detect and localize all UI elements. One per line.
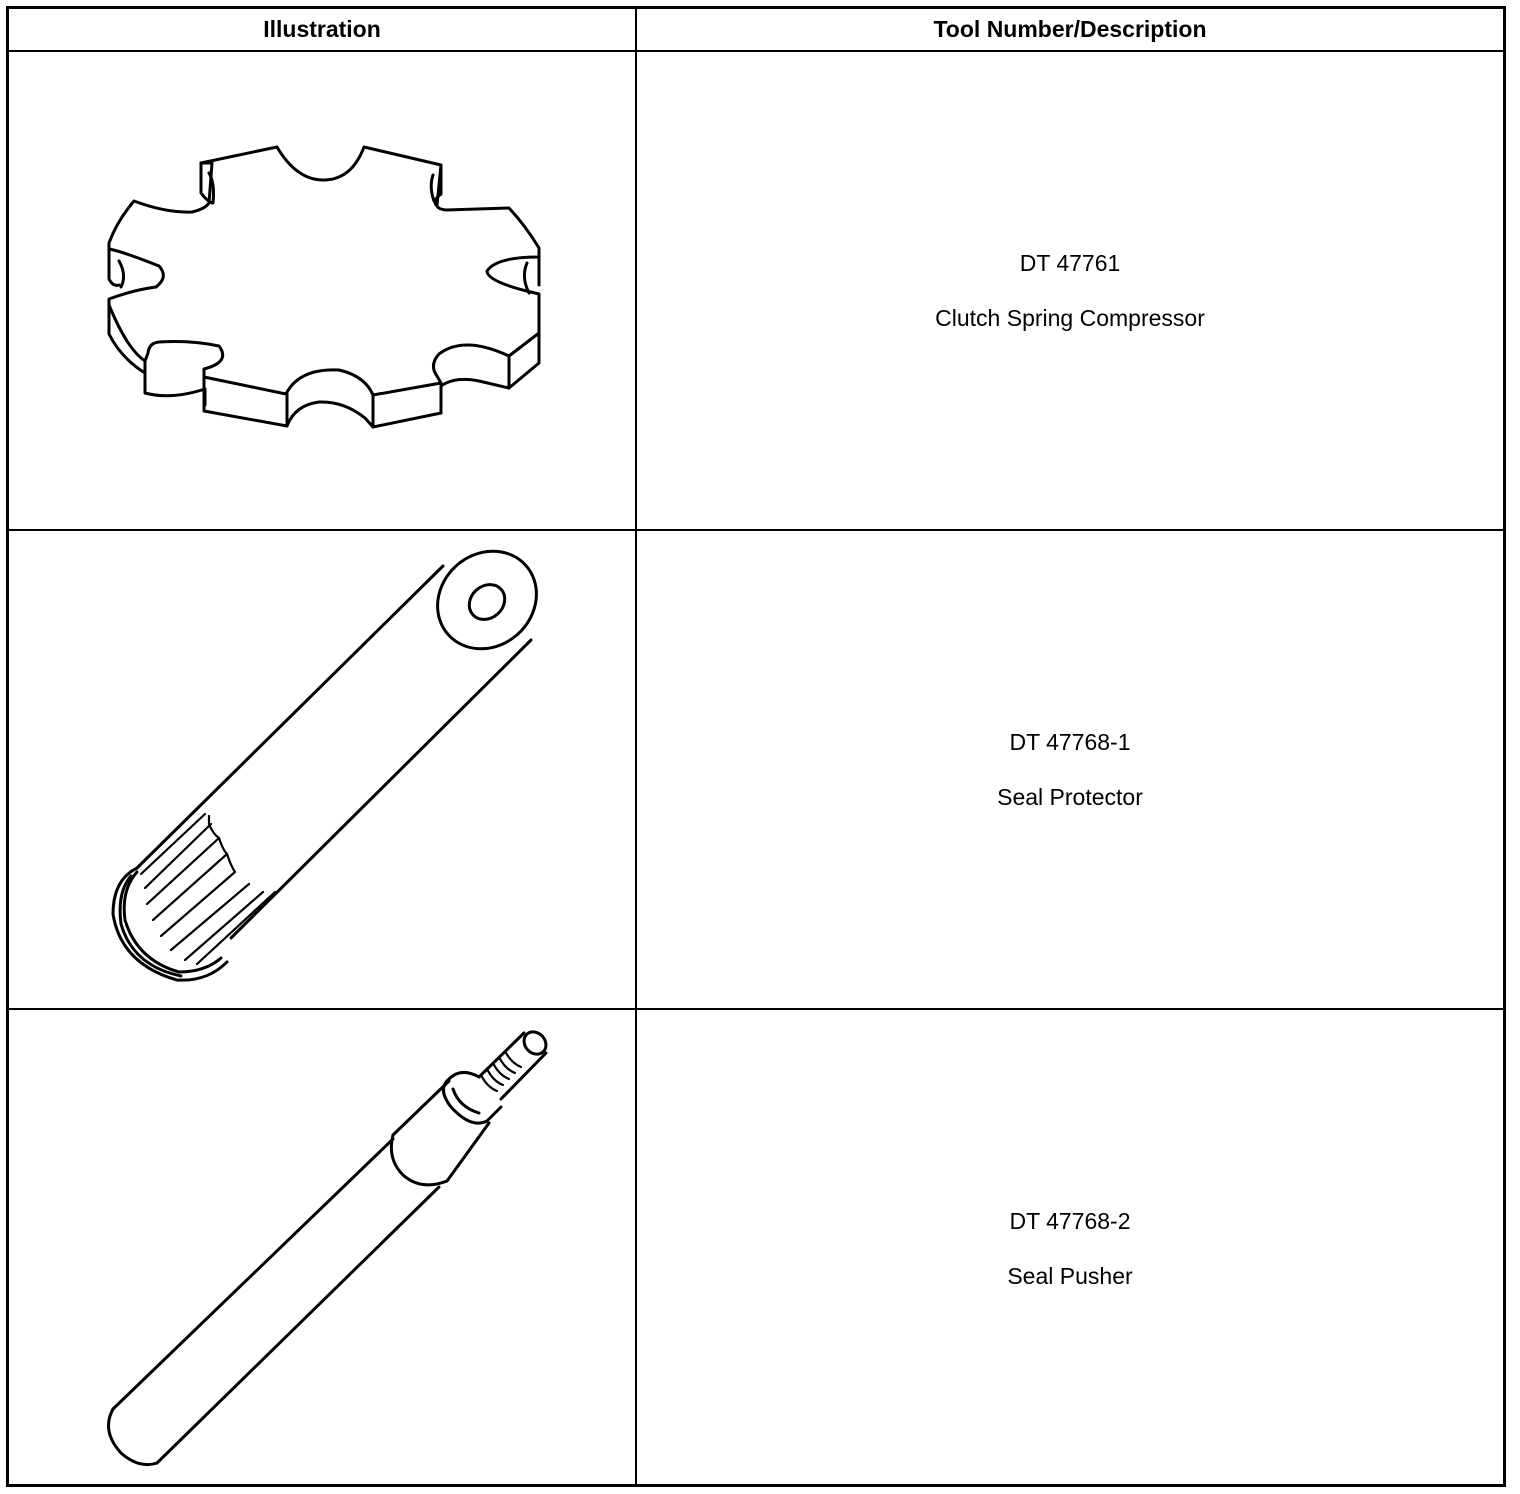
tool-name: Seal Pusher <box>1007 1263 1133 1289</box>
description-column-header: Tool Number/Description <box>636 9 1503 51</box>
tool-number: DT 47768-1 <box>1009 729 1131 755</box>
table-row <box>9 1009 1503 1487</box>
illustration-cell <box>9 1009 636 1487</box>
tool-description-cell <box>636 1009 1503 1487</box>
table-header-row <box>9 9 1503 51</box>
tool-description-cell <box>636 530 1503 1009</box>
clutch-spring-compressor-icon <box>9 53 634 528</box>
illustration-cell <box>9 51 636 530</box>
tool-description-cell <box>636 51 1503 530</box>
tool-number: DT 47761 <box>1019 250 1121 276</box>
special-tools-table <box>9 9 1503 1487</box>
special-tools-table-sheet <box>6 6 1506 1487</box>
tool-number: DT 47768-2 <box>1009 1208 1131 1234</box>
seal-protector-icon <box>9 532 634 1007</box>
seal-pusher-icon <box>9 1011 634 1486</box>
tool-name: Clutch Spring Compressor <box>935 305 1205 331</box>
tool-name: Seal Protector <box>997 784 1143 810</box>
table-row <box>9 530 1503 1009</box>
illustration-column-header: Illustration <box>9 9 636 51</box>
table-row <box>9 51 1503 530</box>
illustration-cell <box>9 530 636 1009</box>
